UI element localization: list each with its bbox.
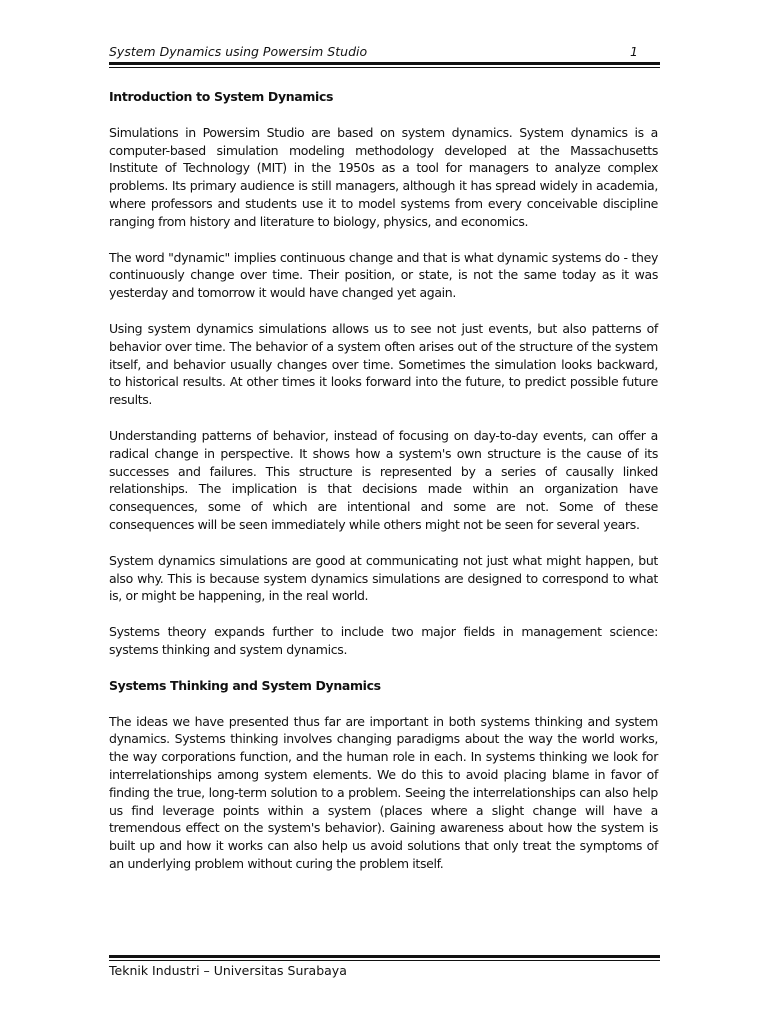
section-heading: Introduction to System Dynamics: [109, 89, 334, 104]
page-number: 1: [630, 44, 638, 59]
footer-rule-thick: [109, 955, 660, 958]
paragraph: Understanding patterns of behavior, instead of focusing on day-to-day events, can offer a radical change in perspective. It shows how a system's own structure is the cause of its successes and failures. This structure is represented by a series of causally linked relationships. The implication is that decisions made within an organization have consequences, some of which are intentional and some are not. Some of these consequences will be seen immediately while others might not be seen for several years.: [109, 427, 658, 532]
document-body: [109, 88, 658, 891]
paragraph: Systems theory expands further to include two major fields in management science: systems thinking and system dynamics.: [109, 624, 658, 657]
page-header: [109, 44, 660, 60]
footer-rule-thin: [109, 960, 660, 961]
section-heading: Systems Thinking and System Dynamics: [109, 677, 381, 693]
header-rule-thick: [109, 62, 660, 65]
header-rule-thin: [109, 67, 660, 68]
paragraph: Simulations in Powersim Studio are based on system dynamics. System dynamics is a computer-based simulation modeling methodology developed at the Massachusetts Institute of Technology (MIT) in the 1950s as a tool for managers to analyze complex problems. Its primary audience is still managers, although it has spread widely in academia, where professors and students use it to model systems from every conceivable discipline ranging from history and literature to biology, physics, and economics.: [109, 124, 658, 229]
paragraph: Using system dynamics simulations allows us to see not just events, but also patterns of behavior over time. The behavior of a system often arises out of the structure of the system itself, and behavior usually changes over time. Sometimes the simulation looks backward, to historical results. At other times it looks forward into the future, to predict possible future results.: [109, 320, 658, 408]
header-title: System Dynamics using Powersim Studio: [109, 44, 368, 59]
paragraph: System dynamics simulations are good at communicating not just what might happen, but also why. This is because system dynamics simulations are designed to correspond to what is, or might be happening, in the real world.: [109, 552, 658, 604]
footer-text: Teknik Industri – Universitas Surabaya: [109, 963, 347, 978]
paragraph: The ideas we have presented thus far are important in both systems thinking and system dynamics. Systems thinking involves changing paradigms about the way the world works, the way corporations function, and the human role in each. In systems thinking we look for interrelationships among system elements. We do this to avoid placing blame in favor of finding the true, long-term solution to a problem. Seeing the interrelationships can also help us find leverage points within a system (places where a slight change will have a tremendous effect on the system's behavior). Gaining awareness about how the system is built up and how it works can also help us avoid solutions that only treat the symptoms of an underlying problem without curing the problem itself.: [109, 713, 658, 871]
paragraph: The word "dynamic" implies continuous change and that is what dynamic systems do - they continuously change over time. Their position, or state, is not the same today as it was yesterday and tomorrow it would have changed yet again.: [109, 249, 658, 301]
page-footer: [109, 963, 347, 979]
